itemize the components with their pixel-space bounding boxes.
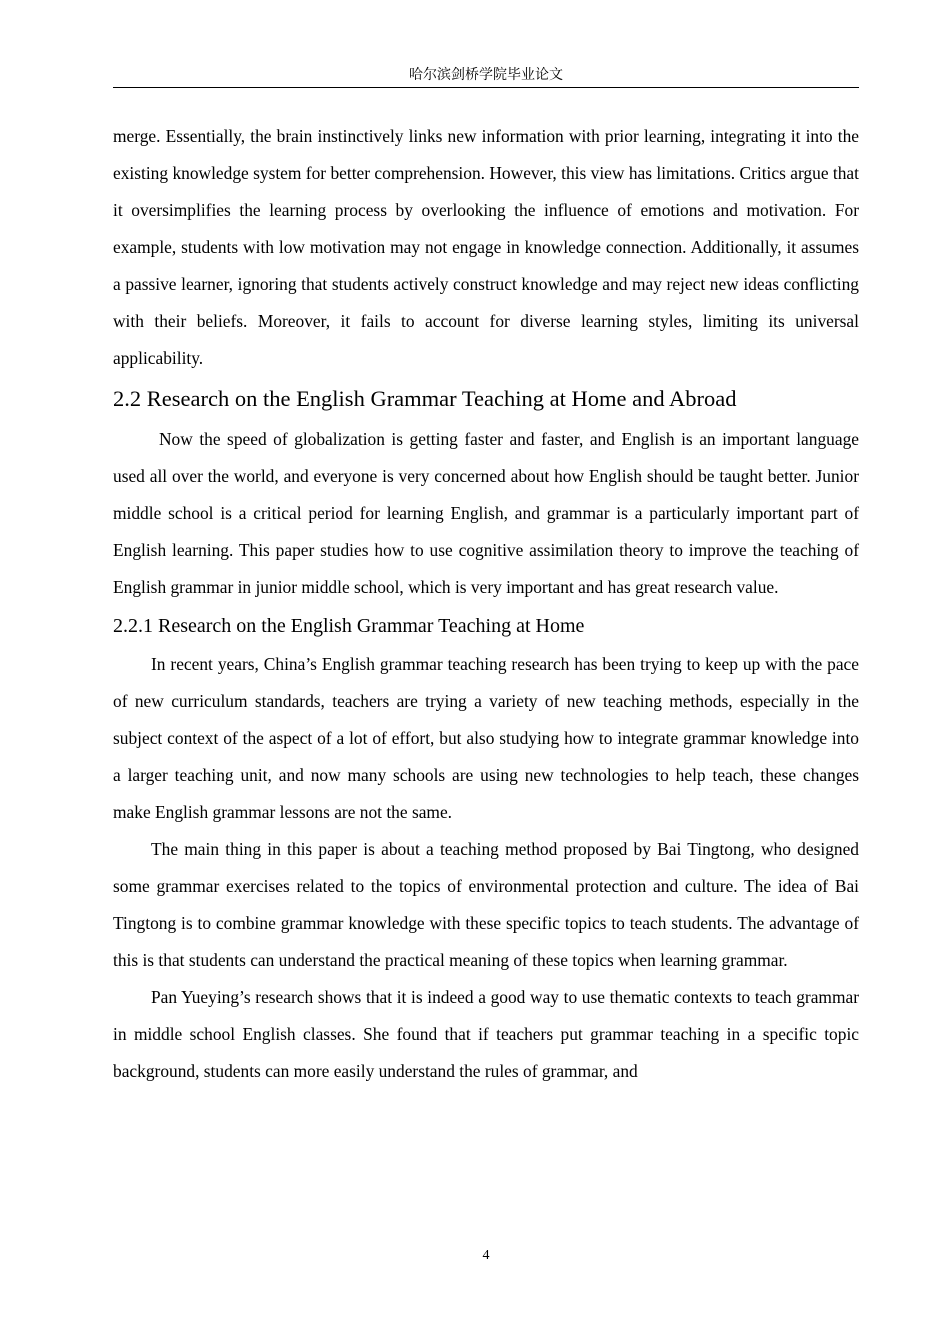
section-heading: 2.2 Research on the English Grammar Teaching at Home and Abroad (113, 386, 737, 411)
header-rule (113, 87, 859, 88)
subsection-heading: 2.2.1 Research on the English Grammar Teaching at Home (113, 615, 585, 637)
paragraph-recent-years: In recent years, China’s English grammar teaching research has been trying to keep up with the pace of new curriculum standards, teachers are trying a variety of new teaching methods, especially in the subject context of the aspect of a lot of effort, but also studying how to integrate grammar knowledge into a larger teaching unit, and now many schools are using new technologies to help teach, these changes make English grammar lessons are not the same. (113, 654, 859, 822)
paragraph-continued: merge. Essentially, the brain instinctively links new information with prior learning, integrating it into the existing knowledge system for better comprehension. However, this view has limitations. Critics argue that it oversimplifies the learning process by overlooking the influence of emotions and motivation. For example, students with low motivation may not engage in knowledge connection. Additionally, it assumes a passive learner, ignoring that students actively construct knowledge and may reject new ideas conflicting with their beliefs. Moreover, it fails to account for diverse learning styles, limiting its universal applicability. (113, 126, 859, 368)
paragraph-pan-yueying: Pan Yueying’s research shows that it is indeed a good way to use thematic contexts to teach grammar in middle school English classes. She found that if teachers put grammar teaching in a specific topic background, students can more easily understand the rules of grammar, and (113, 987, 859, 1081)
running-header: 哈尔滨剑桥学院毕业论文 (409, 67, 563, 83)
paragraph-section-intro: Now the speed of globalization is getting faster and faster, and English is an important language used all over the world, and everyone is very concerned about how English should be taught better. Junior middle school is a critical period for learning English, and grammar is a particularly important part of English learning. This paper studies how to use cognitive assimilation theory to improve the teaching of English grammar in junior middle school, which is very important and has great research value. (113, 429, 859, 597)
paragraph-bai-tingtong: The main thing in this paper is about a teaching method proposed by Bai Tingtong, who designed some grammar exercises related to the topics of environmental protection and culture. The idea of Bai Tingtong is to combine grammar knowledge with these specific topics to teach students. The advantage of this is that students can understand the practical meaning of these topics when learning grammar. (113, 839, 859, 970)
page-body (113, 118, 859, 1090)
page-number: 4 (482, 1248, 490, 1263)
